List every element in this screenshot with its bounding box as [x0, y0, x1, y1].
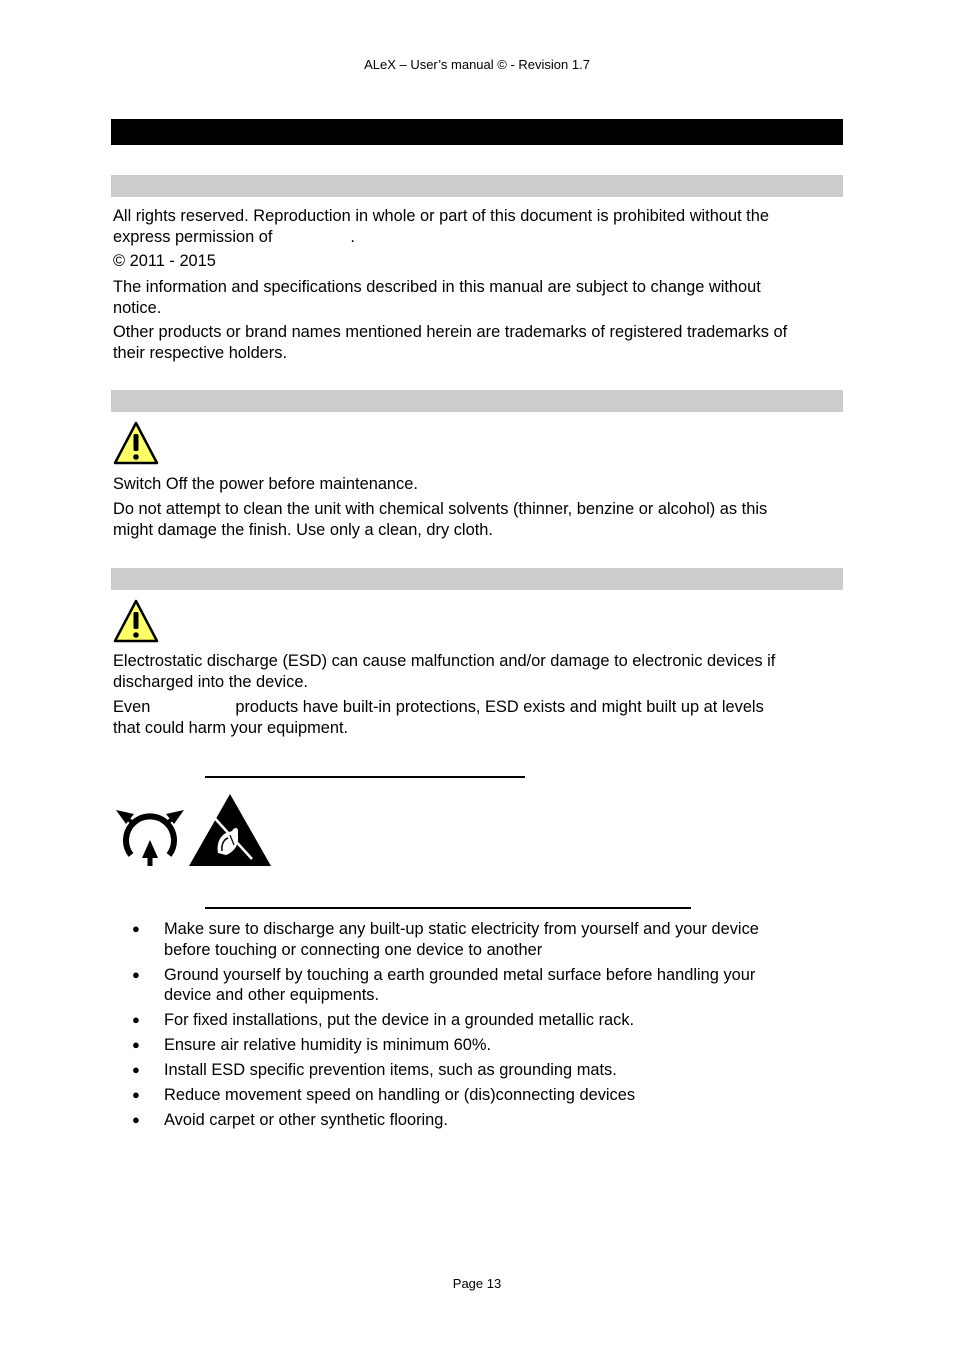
warning-triangle-icon	[113, 599, 159, 643]
copyright-text-line	[113, 227, 845, 248]
section-bar-esd	[111, 568, 843, 590]
esd-note-line: that could harm your equipment.	[113, 718, 349, 737]
list-item-text: Install ESD specific prevention items, such as grounding mats.	[164, 1061, 617, 1079]
heading-underline	[205, 907, 691, 909]
copyright-text-line: All rights reserved. Reproduction in whole or part of this document is prohibited without the	[113, 207, 769, 225]
trademark-line: Other products or brand names mentioned herein are trademarks of registered trademarks of	[113, 323, 788, 341]
copyright-years: © 2011 - 2015	[113, 252, 216, 270]
list-item	[113, 1110, 845, 1131]
maintenance-cleaning	[113, 499, 845, 540]
specification-notice	[113, 277, 845, 318]
bullet-icon: ●	[132, 1112, 140, 1127]
list-item-text: For fixed installations, put the device in a grounded metallic rack.	[164, 1011, 635, 1029]
bullet-icon: ●	[132, 1087, 140, 1102]
list-item	[113, 1035, 845, 1056]
copyright-text: express permission of	[113, 227, 273, 246]
cleaning-line: Do not attempt to clean the unit with chemical solvents (thinner, benzine or alcohol) as this	[113, 500, 768, 518]
copyright-paragraph	[113, 206, 845, 247]
list-item	[113, 1060, 845, 1081]
section-bar-copyright	[111, 175, 843, 197]
list-item-text: Ground yourself by touching a earth grounded metal surface before handling your	[164, 965, 756, 984]
list-item	[113, 1085, 845, 1106]
page-number: Page 13	[452, 1276, 502, 1291]
esd-note-line	[113, 697, 845, 718]
esd-note-text: products have built-in protections, ESD exists and might built up at levels	[235, 698, 764, 716]
trademark-notice	[113, 322, 845, 363]
maintenance-power-off: Switch Off the power before maintenance.	[113, 475, 418, 493]
list-item-text: Ensure air relative humidity is minimum 60%.	[164, 1036, 492, 1054]
esd-protection-note	[113, 697, 845, 738]
heading-underline	[205, 776, 525, 778]
bullet-icon: ●	[132, 1062, 140, 1077]
list-item	[113, 919, 845, 960]
section-bar-maintenance	[111, 390, 843, 412]
list-item-text: before touching or connecting one device to another	[164, 940, 543, 959]
bullet-icon: ●	[132, 921, 140, 936]
trademark-line: their respective holders.	[113, 343, 288, 362]
list-item-text: Reduce movement speed on handling or (dis)connecting devices	[164, 1086, 636, 1104]
list-item	[113, 965, 845, 1006]
list-item	[113, 1010, 845, 1031]
copyright-text: .	[350, 227, 355, 246]
page-header: ALeX – User’s manual © - Revision 1.7	[364, 57, 590, 72]
esd-description-line: discharged into the device.	[113, 672, 308, 691]
list-item-text: device and other equipments.	[164, 986, 380, 1004]
esd-description	[113, 651, 845, 692]
notice-line: notice.	[113, 298, 162, 317]
list-item-text: Make sure to discharge any built-up static electricity from yourself and your device	[164, 920, 759, 938]
esd-note-text: Even	[113, 698, 151, 716]
chapter-title-bar	[111, 119, 843, 145]
bullet-icon: ●	[132, 1037, 140, 1052]
bullet-icon: ●	[132, 966, 140, 982]
notice-line: The information and specifications described in this manual are subject to change without	[113, 278, 761, 296]
bullet-icon: ●	[132, 1012, 140, 1027]
list-item-text: Avoid carpet or other synthetic flooring.	[164, 1111, 448, 1129]
esd-description-line: Electrostatic discharge (ESD) can cause malfunction and/or damage to electronic devices if	[113, 652, 776, 670]
esd-protective-area-icon	[114, 802, 186, 868]
cleaning-line: might damage the finish. Use only a clean, dry cloth.	[113, 520, 493, 539]
esd-prevention-list	[113, 919, 845, 1135]
esd-susceptibility-icon	[188, 793, 272, 867]
warning-triangle-icon	[113, 421, 159, 465]
